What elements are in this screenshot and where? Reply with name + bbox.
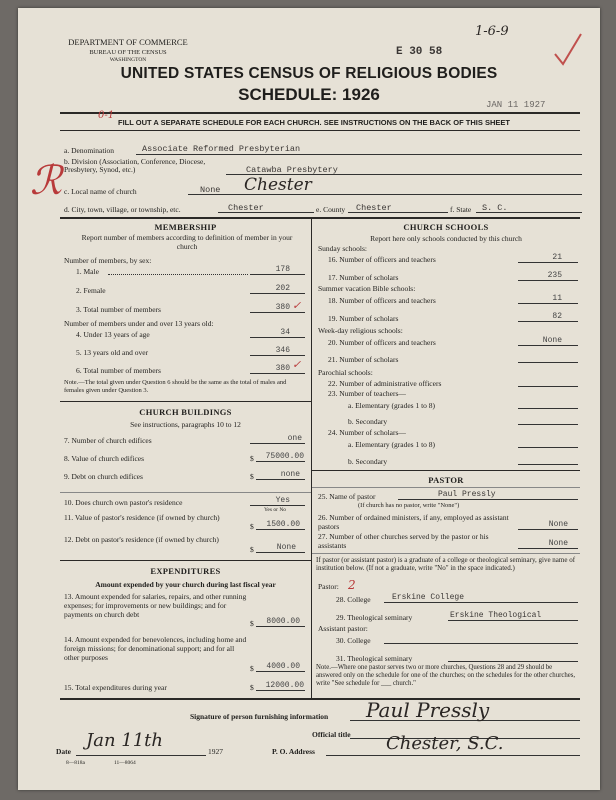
denomination-value: Associate Reformed Presbyterian — [142, 144, 301, 154]
state-value: S. C. — [482, 203, 508, 213]
q9-value: none — [280, 470, 300, 479]
red-check-mark — [553, 32, 583, 68]
county-value: Chester — [356, 203, 392, 213]
q26-label: 26. Number of ordained ministers, if any, employed as assistant pastors — [318, 513, 509, 531]
division-value: Catawba Presbytery — [246, 165, 338, 175]
q24b-label: b. Secondary — [348, 457, 388, 466]
form-title: UNITED STATES CENSUS OF RELIGIOUS BODIES — [120, 65, 498, 82]
q14-value: 4000.00 — [266, 662, 300, 671]
q28-value: Erskine College — [392, 593, 465, 602]
received-stamp: JAN 11 1927 — [486, 100, 546, 110]
q2-value: 202 — [275, 284, 290, 293]
q2-label: 2. Female — [76, 286, 106, 295]
city-label: WASHINGTON — [109, 57, 147, 63]
q4-label: 4. Under 13 years of age — [76, 330, 150, 339]
q18-value: 11 — [552, 294, 562, 303]
census-schedule-sheet — [18, 8, 600, 790]
q27-label: 27. Number of other churches served by the pastor or his assistants — [318, 532, 489, 550]
city-value: Chester — [228, 203, 264, 213]
q18-label: 18. Number of officers and teachers — [328, 296, 436, 305]
q17-label: 17. Number of scholars — [328, 273, 399, 282]
q11-currency: $ — [250, 522, 254, 531]
q20-value: None — [542, 336, 562, 345]
signature-label: Signature of person furnishing information — [190, 712, 329, 721]
membership-intro: Report number of members according to definition of member in your church — [81, 233, 293, 251]
q9-currency: $ — [250, 472, 254, 481]
q15-value: 12000.00 — [265, 681, 304, 690]
q7-value: one — [287, 434, 302, 443]
official-title-label: Official title — [312, 730, 351, 739]
q8-currency: $ — [250, 454, 254, 463]
stamp-number: E 30 58 — [396, 46, 443, 58]
q22-label: 22. Number of administrative officers — [328, 379, 442, 388]
q6-label: 6. Total number of members — [76, 366, 161, 375]
q1-value: 178 — [275, 265, 290, 274]
q25-label: 25. Name of pastor — [318, 492, 376, 501]
local-name-value: None — [200, 185, 221, 195]
address-value: Chester, S.C. — [386, 733, 504, 754]
buildings-intro: See instructions, paragraphs 10 to 12 — [130, 420, 241, 429]
date-label: Date — [56, 747, 71, 756]
q25-sub: (If church has no pastor, write "None") — [358, 502, 460, 509]
buildings-title: CHURCH BUILDINGS — [139, 407, 232, 417]
q14-currency: $ — [250, 664, 254, 673]
red-margin-mark: ℛ — [30, 158, 62, 204]
local-name-handwritten: Chester — [244, 175, 312, 195]
q16-value: 21 — [552, 253, 562, 262]
q24-label: 24. Number of scholars— — [328, 428, 406, 437]
q13-currency: $ — [250, 619, 254, 628]
q5-value: 346 — [275, 346, 290, 355]
q14-label: 14. Amount expended for benevolences, including home and foreign missions; for denominational support; and for all other purposes — [64, 635, 247, 662]
denomination-label: a. Denomination — [64, 146, 114, 155]
q20-label: 20. Number of officers and teachers — [328, 338, 436, 347]
q30-label: 30. College — [336, 636, 371, 645]
form-number-2: 11—8064 — [114, 760, 136, 766]
schedule-title: SCHEDULE: 1926 — [238, 85, 380, 104]
q12-currency: $ — [250, 545, 254, 554]
q25-value: Paul Pressly — [438, 490, 496, 499]
by-sex-label: Number of members, by sex: — [64, 256, 152, 265]
q29-value: Erskine Theological — [450, 611, 542, 620]
q17-value: 235 — [547, 271, 562, 280]
expenditures-intro: Amount expended by your church during last fiscal year — [95, 580, 276, 589]
handwritten-date: 1-6-9 — [475, 24, 509, 39]
age-intro: Number of members under and over 13 years old: — [64, 319, 214, 328]
weekday-label: Week-day religious schools: — [318, 326, 403, 335]
pastor-note: Note.—Where one pastor serves two or more churches, Questions 28 and 29 should be answered only on the schedule for one of the churches; on the schedules for the other churches, write "See schedule for ___ church." — [316, 664, 576, 687]
pastor-mark: 2 — [348, 578, 356, 592]
q19-value: 82 — [552, 312, 562, 321]
q15-label: 15. Total expenditures during year — [64, 683, 167, 692]
pastor-sub-label: Pastor: — [318, 582, 339, 591]
expenditures-title: EXPENDITURES — [150, 566, 221, 576]
q5-label: 5. 13 years old and over — [76, 348, 149, 357]
date-value: Jan 11th — [86, 730, 163, 751]
q23-label: 23. Number of teachers— — [328, 389, 406, 398]
q29-label: 29. Theological seminary — [336, 613, 413, 622]
q6-check: ✓ — [292, 358, 302, 371]
sunday-label: Sunday schools: — [318, 244, 367, 253]
graduate-note: If pastor (or assistant pastor) is a graduate of a college or theological seminary, give name of institution below. (If not a graduate, write "No" in the space indicated.) — [316, 556, 576, 572]
q23a-label: a. Elementary (grades 1 to 8) — [348, 401, 436, 410]
q4-value: 34 — [280, 328, 290, 337]
membership-note: Note.—The total given under Question 6 should be the same as the total of males and females given under Question 3. — [64, 379, 287, 394]
q8-value: 75000.00 — [265, 452, 304, 461]
summer-label: Summer vacation Bible schools: — [318, 284, 416, 293]
q10-value: Yes — [275, 496, 290, 505]
date-year: 1927 — [208, 747, 223, 756]
red-mark-note: 0-1 — [98, 110, 115, 121]
q3-check: ✓ — [292, 299, 302, 312]
q13-value: 8000.00 — [266, 617, 300, 626]
assistant-label: Assistant pastor: — [318, 624, 368, 633]
q9-label: 9. Debt on church edifices — [64, 472, 143, 481]
parochial-label: Parochial schools: — [318, 368, 373, 377]
schools-title: CHURCH SCHOOLS — [403, 222, 489, 232]
schools-intro: Report here only schools conducted by this church — [370, 234, 522, 243]
q15-currency: $ — [250, 683, 254, 692]
city-label-field: d. City, town, village, or township, etc. — [64, 205, 181, 214]
signature-value: Paul Pressly — [366, 698, 490, 722]
q8-label: 8. Value of church edifices — [64, 454, 145, 463]
q27-value: None — [548, 539, 568, 548]
q3-value: 380 — [275, 303, 290, 312]
q3-label: 3. Total number of members — [76, 305, 161, 314]
q10-label: 10. Does church own pastor's residence — [64, 498, 183, 507]
q7-label: 7. Number of church edifices — [64, 436, 152, 445]
q6-value: 380 — [275, 364, 290, 373]
q13-label: 13. Amount expended for salaries, repairs, and other running expenses; for improvements or new buildings; and for payments on church debt — [64, 592, 247, 619]
division-label: b. Division (Association, Conference, Diocese, Presbytery, Synod, etc.) — [64, 157, 206, 174]
q24a-label: a. Elementary (grades 1 to 8) — [348, 440, 436, 449]
q26-value: None — [548, 520, 568, 529]
form-number: 8—818a — [66, 760, 85, 766]
instruction-line: FILL OUT A SEPARATE SCHEDULE FOR EACH CHURCH. SEE INSTRUCTIONS ON THE BACK OF THIS SHEET — [118, 118, 510, 127]
address-label: P. O. Address — [272, 747, 315, 756]
membership-title: MEMBERSHIP — [154, 222, 217, 232]
q11-value: 1500.00 — [266, 520, 300, 529]
q23b-label: b. Secondary — [348, 417, 388, 426]
q28-label: 28. College — [336, 595, 371, 604]
q31-label: 31. Theological seminary — [336, 654, 413, 663]
q12-label: 12. Debt on pastor's residence (if owned by church) — [64, 535, 219, 544]
q11-label: 11. Value of pastor's residence (if owned by church) — [64, 513, 220, 522]
q10-sub: Yes or No — [264, 507, 287, 513]
state-label: f. State — [450, 205, 472, 214]
q21-label: 21. Number of scholars — [328, 355, 399, 364]
county-label: e. County — [316, 205, 346, 214]
q16-label: 16. Number of officers and teachers — [328, 255, 436, 264]
q1-label: 1. Male — [76, 267, 99, 276]
q12-value: None — [276, 543, 296, 552]
q19-label: 19. Number of scholars — [328, 314, 399, 323]
pastor-title: PASTOR — [428, 475, 464, 485]
bureau-label: BUREAU OF THE CENSUS — [89, 49, 167, 56]
department-label: DEPARTMENT OF COMMERCE — [68, 37, 188, 47]
local-name-label: c. Local name of church — [64, 187, 137, 196]
